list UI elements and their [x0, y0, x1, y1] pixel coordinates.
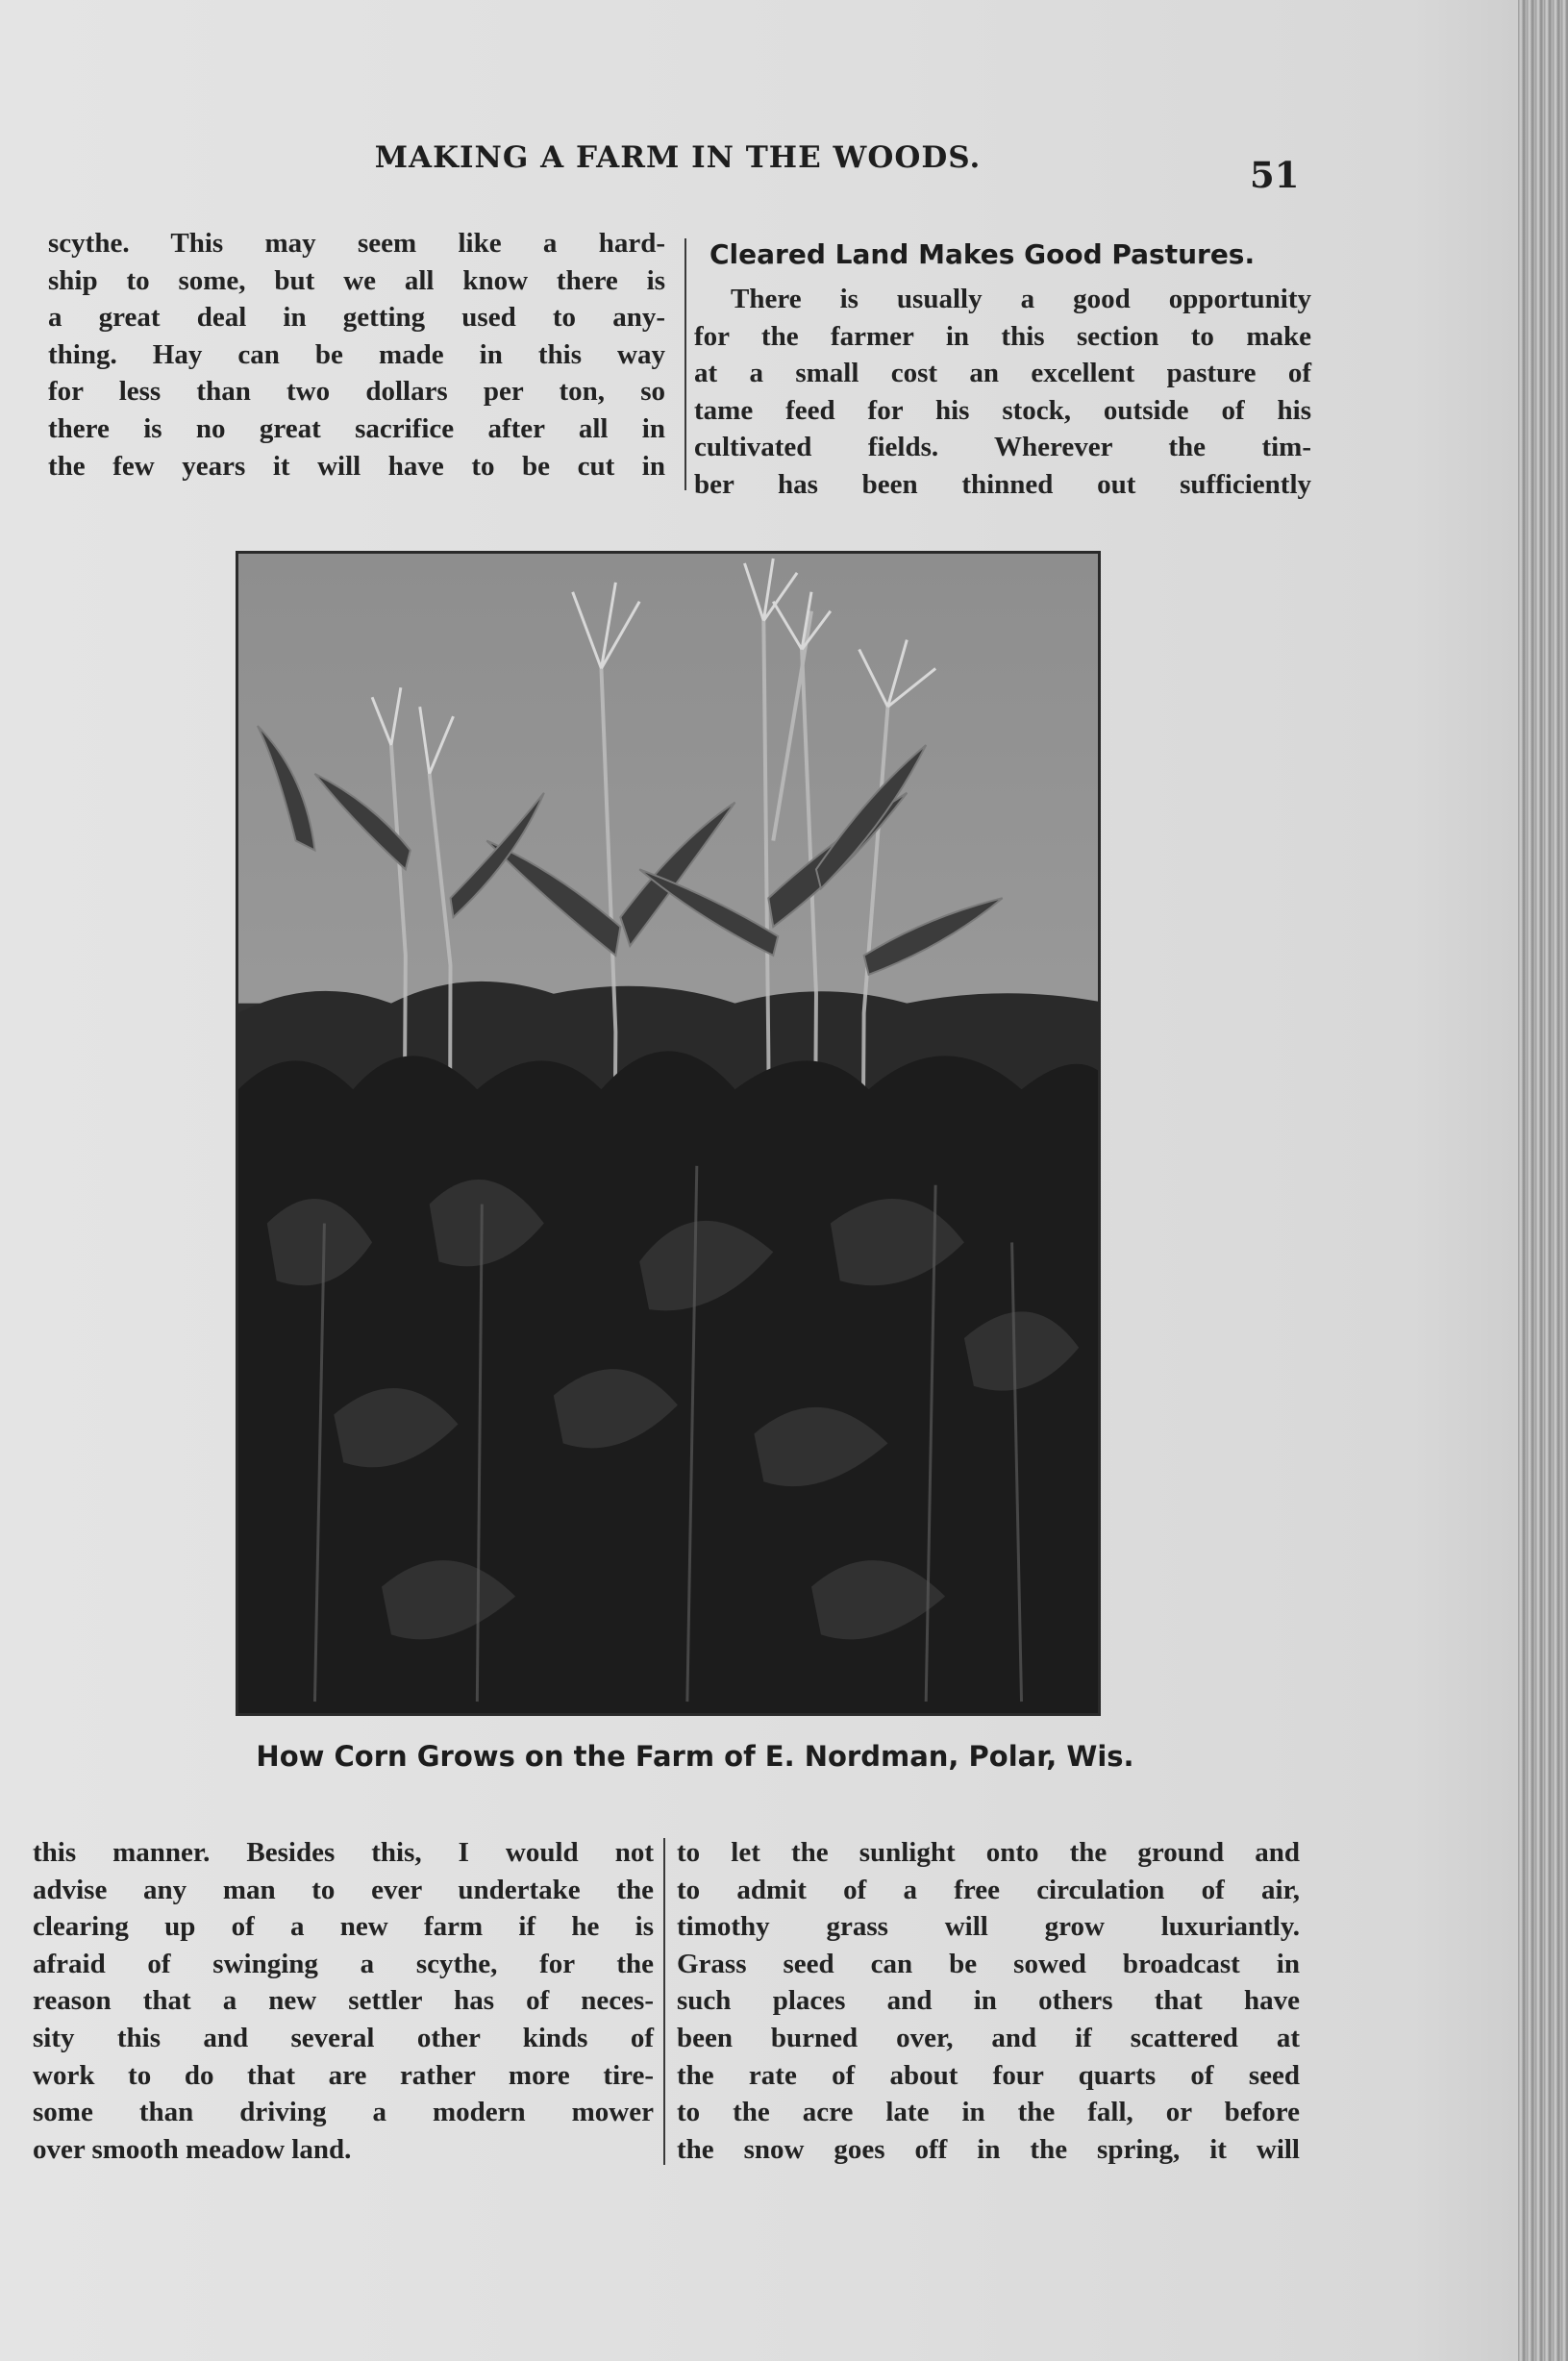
text-line: to the acre late in the fall, or before — [677, 2097, 1300, 2128]
section-heading: Cleared Land Makes Good Pastures. — [709, 238, 1256, 270]
book-spine-edge — [1518, 0, 1568, 2361]
text-line: timothy grass will grow luxuriantly. — [677, 1911, 1300, 1943]
text-line: cultivated fields. Wherever the tim- — [694, 432, 1311, 463]
text-line: for less than two dollars per ton, so — [48, 376, 665, 408]
photo-caption: How Corn Grows on the Farm of E. Nordman, Polar, Wis. — [256, 1740, 1134, 1773]
text-line: such places and in others that have — [677, 1985, 1300, 2017]
text-line: for the farmer in this section to make — [694, 320, 1311, 352]
page-number: 51 — [1250, 154, 1300, 196]
top-right-column — [694, 281, 1311, 504]
text-line: at a small cost an excellent pasture of — [694, 358, 1311, 389]
text-line: advise any man to ever undertake the — [33, 1874, 654, 1905]
text-line: thing. Hay can be made in this way — [48, 338, 665, 370]
bottom-left-column — [33, 1834, 654, 2168]
text-line: the rate of about four quarts of seed — [677, 2059, 1300, 2091]
column-rule-bottom — [663, 1838, 665, 2165]
text-line: work to do that are rather more tire- — [33, 2059, 654, 2091]
text-line: reason that a new settler has of neces- — [33, 1985, 654, 2017]
text-line: clearing up of a new farm if he is — [33, 1911, 654, 1943]
bottom-right-column — [677, 1834, 1300, 2168]
text-line: a great deal in getting used to any- — [48, 302, 665, 334]
text-line: there is no great sacrifice after all in — [48, 412, 665, 444]
top-left-column — [48, 225, 665, 485]
text-line: tame feed for his stock, outside of his — [694, 394, 1311, 426]
text-line: the snow goes off in the spring, it will — [677, 2133, 1300, 2165]
text-line: some than driving a modern mower — [33, 2097, 654, 2128]
corn-field-photo — [236, 551, 1101, 1716]
corn-field-illustration — [238, 554, 1098, 1713]
text-line: over smooth meadow land. — [33, 2133, 352, 2165]
text-line: to admit of a free circulation of air, — [677, 1874, 1300, 1905]
text-line: afraid of swinging a scythe, for the — [33, 1948, 654, 1979]
text-line: the few years it will have to be cut in — [48, 450, 665, 482]
text-line: There is usually a good opportunity — [731, 284, 1311, 314]
text-line: ber has been thinned out sufficiently — [694, 468, 1311, 500]
text-line: sity this and several other kinds of — [33, 2022, 654, 2053]
text-line: scythe. This may seem like a hard- — [48, 228, 665, 259]
text-line: ship to some, but we all know there is — [48, 264, 665, 296]
text-line: to let the sunlight onto the ground and — [677, 1837, 1300, 1868]
column-rule-top — [684, 238, 686, 490]
text-line: been burned over, and if scattered at — [677, 2022, 1300, 2053]
running-head: MAKING A FARM IN THE WOODS. — [374, 140, 982, 175]
text-line: Grass seed can be sowed broadcast in — [677, 1948, 1300, 1979]
text-line: this manner. Besides this, I would not — [33, 1837, 654, 1868]
